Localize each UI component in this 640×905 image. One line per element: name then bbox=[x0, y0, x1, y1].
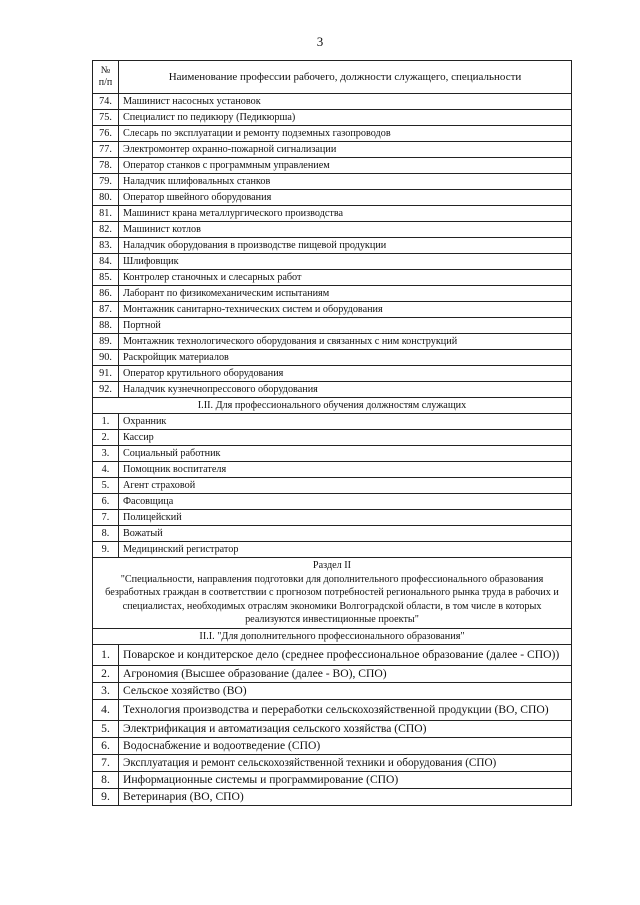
row-name: Монтажник санитарно-технических систем и оборудования bbox=[119, 302, 572, 318]
table-row bbox=[93, 699, 572, 720]
page-number: 3 bbox=[316, 34, 324, 49]
table-row bbox=[93, 526, 572, 542]
row-num: 9. bbox=[93, 788, 119, 805]
table-row bbox=[93, 318, 572, 334]
table-row bbox=[93, 254, 572, 270]
row-num: 91. bbox=[93, 366, 119, 382]
row-name: Наладчик шлифовальных станков bbox=[119, 174, 572, 190]
row-name: Охранник bbox=[119, 414, 572, 430]
section-2-title: Раздел II bbox=[312, 560, 352, 571]
row-num: 9. bbox=[93, 542, 119, 558]
row-name: Технология производства и переработки сельскохозяйственной продукции (ВО, СПО) bbox=[119, 699, 572, 720]
professions-table bbox=[92, 60, 572, 806]
table-row bbox=[93, 430, 572, 446]
section-2-1-title: II.I. "Для дополнительного профессионального образования" bbox=[93, 628, 572, 644]
row-name: Оператор швейного оборудования bbox=[119, 190, 572, 206]
row-num: 82. bbox=[93, 222, 119, 238]
table-row bbox=[93, 682, 572, 699]
table-row bbox=[93, 771, 572, 788]
row-name: Кассир bbox=[119, 430, 572, 446]
row-num: 81. bbox=[93, 206, 119, 222]
row-num: 3. bbox=[93, 446, 119, 462]
row-num: 5. bbox=[93, 478, 119, 494]
section-heading-row bbox=[93, 628, 572, 644]
row-num: 6. bbox=[93, 494, 119, 510]
table-row bbox=[93, 286, 572, 302]
table-row bbox=[93, 720, 572, 737]
row-num: 8. bbox=[93, 526, 119, 542]
section-2-row bbox=[93, 558, 572, 629]
row-name: Лаборант по физикомеханическим испытаниям bbox=[119, 286, 572, 302]
table-row bbox=[93, 510, 572, 526]
row-name: Ветеринария (ВО, СПО) bbox=[119, 788, 572, 805]
row-num: 88. bbox=[93, 318, 119, 334]
row-name: Социальный работник bbox=[119, 446, 572, 462]
table-row bbox=[93, 174, 572, 190]
table-row bbox=[93, 737, 572, 754]
row-name: Вожатый bbox=[119, 526, 572, 542]
row-name: Агент страховой bbox=[119, 478, 572, 494]
row-num: 4. bbox=[93, 699, 119, 720]
row-name: Оператор крутильного оборудования bbox=[119, 366, 572, 382]
table-row bbox=[93, 302, 572, 318]
row-name: Портной bbox=[119, 318, 572, 334]
section-2-cell bbox=[93, 558, 572, 629]
row-name: Машинист крана металлургического производства bbox=[119, 206, 572, 222]
row-num: 2. bbox=[93, 430, 119, 446]
row-name: Информационные системы и программирование (СПО) bbox=[119, 771, 572, 788]
row-name: Полицейский bbox=[119, 510, 572, 526]
row-num: 92. bbox=[93, 382, 119, 398]
row-name: Шлифовщик bbox=[119, 254, 572, 270]
table-row bbox=[93, 270, 572, 286]
row-num: 3. bbox=[93, 682, 119, 699]
row-num: 87. bbox=[93, 302, 119, 318]
table-row bbox=[93, 788, 572, 805]
header-num: № п/п bbox=[93, 61, 119, 94]
table-row bbox=[93, 494, 572, 510]
row-num: 4. bbox=[93, 462, 119, 478]
row-name: Помощник воспитателя bbox=[119, 462, 572, 478]
row-name: Машинист котлов bbox=[119, 222, 572, 238]
row-num: 86. bbox=[93, 286, 119, 302]
table-row bbox=[93, 462, 572, 478]
row-name: Электрификация и автоматизация сельского хозяйства (СПО) bbox=[119, 720, 572, 737]
table-row bbox=[93, 754, 572, 771]
row-num: 6. bbox=[93, 737, 119, 754]
row-num: 75. bbox=[93, 110, 119, 126]
row-num: 89. bbox=[93, 334, 119, 350]
row-num: 7. bbox=[93, 754, 119, 771]
row-num: 1. bbox=[93, 644, 119, 665]
row-name: Поварское и кондитерское дело (среднее профессиональное образование (далее - СПО)) bbox=[119, 644, 572, 665]
table-row bbox=[93, 126, 572, 142]
table-row bbox=[93, 366, 572, 382]
row-name: Эксплуатация и ремонт сельскохозяйственной техники и оборудования (СПО) bbox=[119, 754, 572, 771]
row-num: 76. bbox=[93, 126, 119, 142]
table-row bbox=[93, 110, 572, 126]
table-row bbox=[93, 222, 572, 238]
row-name: Фасовщица bbox=[119, 494, 572, 510]
row-name: Наладчик кузнечнопрессового оборудования bbox=[119, 382, 572, 398]
row-num: 90. bbox=[93, 350, 119, 366]
header-name: Наименование профессии рабочего, должности служащего, специальности bbox=[119, 61, 572, 94]
row-num: 83. bbox=[93, 238, 119, 254]
table-row bbox=[93, 542, 572, 558]
row-name: Электромонтер охранно-пожарной сигнализации bbox=[119, 142, 572, 158]
row-name: Наладчик оборудования в производстве пищевой продукции bbox=[119, 238, 572, 254]
row-name: Монтажник технологического оборудования и связанных с ним конструкций bbox=[119, 334, 572, 350]
table-header-row bbox=[93, 61, 572, 94]
table-row bbox=[93, 94, 572, 110]
row-num: 74. bbox=[93, 94, 119, 110]
row-name: Сельское хозяйство (ВО) bbox=[119, 682, 572, 699]
section-2-description: "Специальности, направления подготовки для дополнительного профессионального образования безработных граждан в соответствии с прогнозом потребностей регионального рынка труда в рабочих и специалистах, необходимых отраслям экономики Волгоградской области, в том числе в которых реализуются инвестиционные проекты" bbox=[105, 573, 559, 626]
row-num: 5. bbox=[93, 720, 119, 737]
row-name: Медицинский регистратор bbox=[119, 542, 572, 558]
table-row bbox=[93, 206, 572, 222]
table-row bbox=[93, 446, 572, 462]
row-num: 8. bbox=[93, 771, 119, 788]
row-num: 79. bbox=[93, 174, 119, 190]
table-row bbox=[93, 142, 572, 158]
row-name: Оператор станков с программным управлением bbox=[119, 158, 572, 174]
row-num: 1. bbox=[93, 414, 119, 430]
row-num: 77. bbox=[93, 142, 119, 158]
table-row bbox=[93, 158, 572, 174]
table-row bbox=[93, 665, 572, 682]
row-name: Агрономия (Высшее образование (далее - ВО), СПО) bbox=[119, 665, 572, 682]
row-num: 78. bbox=[93, 158, 119, 174]
table-row bbox=[93, 382, 572, 398]
table-row bbox=[93, 190, 572, 206]
table-row bbox=[93, 644, 572, 665]
table-row bbox=[93, 478, 572, 494]
row-num: 84. bbox=[93, 254, 119, 270]
row-num: 80. bbox=[93, 190, 119, 206]
row-name: Машинист насосных установок bbox=[119, 94, 572, 110]
row-num: 7. bbox=[93, 510, 119, 526]
row-num: 85. bbox=[93, 270, 119, 286]
row-name: Специалист по педикюру (Педикюрша) bbox=[119, 110, 572, 126]
row-name: Водоснабжение и водоотведение (СПО) bbox=[119, 737, 572, 754]
row-name: Контролер станочных и слесарных работ bbox=[119, 270, 572, 286]
section-heading-row bbox=[93, 398, 572, 414]
table-row bbox=[93, 334, 572, 350]
row-num: 2. bbox=[93, 665, 119, 682]
table-row bbox=[93, 414, 572, 430]
row-name: Раскройщик материалов bbox=[119, 350, 572, 366]
section-1-2-title: I.II. Для профессионального обучения должностям служащих bbox=[93, 398, 572, 414]
table-row bbox=[93, 350, 572, 366]
table-row bbox=[93, 238, 572, 254]
row-name: Слесарь по эксплуатации и ремонту подземных газопроводов bbox=[119, 126, 572, 142]
